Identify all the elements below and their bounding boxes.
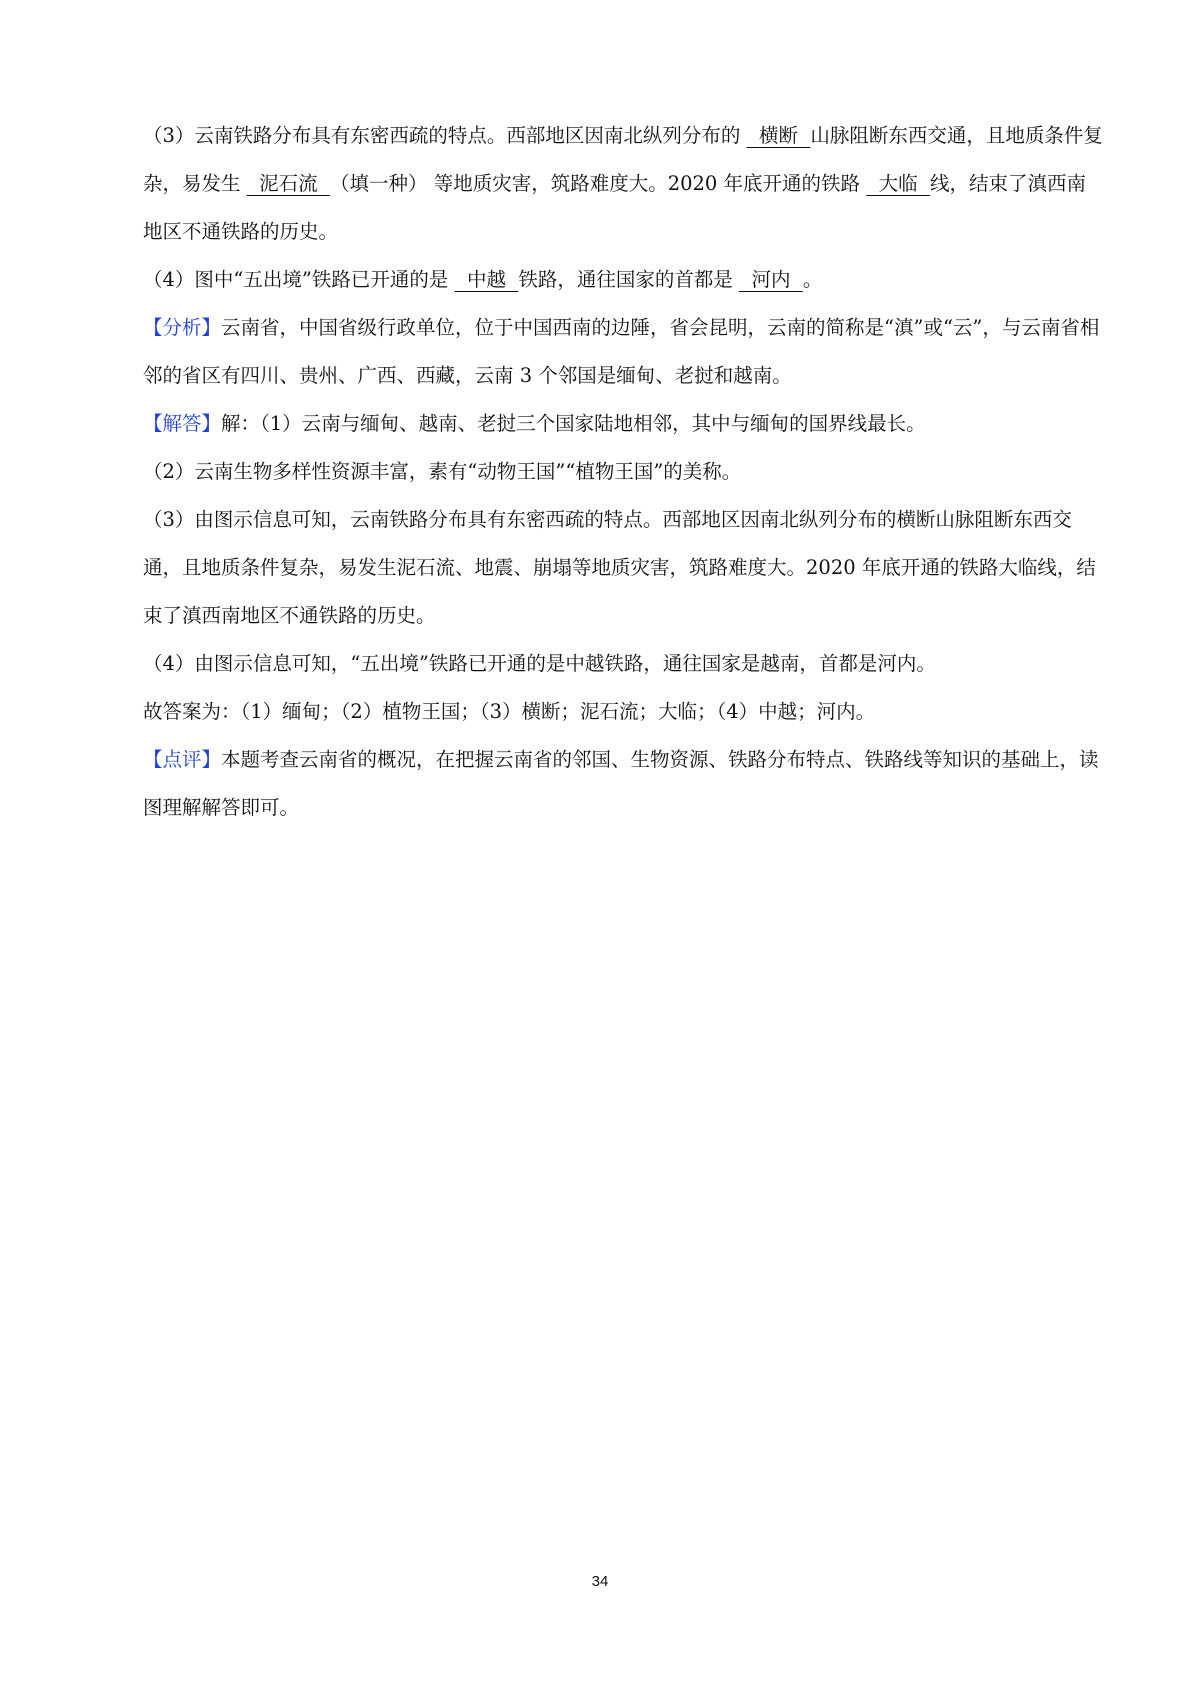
answer-paragraph bbox=[143, 400, 1103, 448]
review-paragraph bbox=[143, 736, 1103, 832]
q4-blank-1: 中越 bbox=[454, 268, 519, 291]
answer-tag: 【解答】 bbox=[143, 412, 222, 435]
q4-blank-2: 河内 bbox=[739, 268, 803, 291]
q4-text-1: （4）图中“五出境”铁路已开通的是 bbox=[143, 268, 455, 291]
analysis-paragraph bbox=[143, 304, 1103, 400]
answer-line-4: （4）由图示信息可知，“五出境”铁路已开通的是中越铁路，通往国家是越南，首都是河内。 bbox=[143, 652, 936, 675]
q4-text-3: 。 bbox=[802, 268, 823, 291]
answer-summary: 故答案为：（1）缅甸；（2）植物王国；（3）横断；泥石流；大临；（4）中越；河内。 bbox=[143, 700, 876, 723]
analysis-tag: 【分析】 bbox=[143, 316, 222, 339]
review-tag: 【点评】 bbox=[143, 748, 222, 771]
page-number: 34 bbox=[591, 1573, 609, 1590]
q3-text-1: （3）云南铁路分布具有东密西疏的特点。西部地区因南北纵列分布的 bbox=[143, 124, 747, 147]
document-body bbox=[143, 112, 1103, 832]
answer-line-1: 解：（1）云南与缅甸、越南、老挝三个国家陆地相邻，其中与缅甸的国界线最长。 bbox=[221, 412, 926, 435]
question-3 bbox=[143, 112, 1103, 256]
q3-text-3: （填一种） 等地质灾害，筑路难度大。2020 年底开通的铁路 bbox=[330, 172, 867, 195]
answer-line-2: （2）云南生物多样性资源丰富，素有“动物王国”“植物王国”的美称。 bbox=[143, 460, 742, 483]
answer-line-3: （3）由图示信息可知，云南铁路分布具有东密西疏的特点。西部地区因南北纵列分布的横断山脉阻断东西交通，且地质条件复杂，易发生泥石流、地震、崩塌等地质灾害，筑路难度大。2020 年底开通的铁路大临线，结束了滇西南地区不通铁路的历史。 bbox=[143, 508, 1096, 627]
q3-blank-3: 大临 bbox=[866, 172, 931, 195]
q3-blank-1: 横断 bbox=[746, 124, 811, 147]
question-4 bbox=[143, 256, 1103, 304]
review-text: 本题考查云南省的概况，在把握云南省的邻国、生物资源、铁路分布特点、铁路线等知识的基础上，读图理解解答即可。 bbox=[143, 748, 1099, 819]
q3-blank-2: 泥石流 bbox=[246, 172, 330, 195]
q3-text-4: 线，结束了滇西南地区不通铁路的历史。 bbox=[143, 172, 1087, 243]
q3-text-2: 山脉阻断东西交通，且地质条件复杂，易发生 bbox=[143, 124, 1103, 195]
analysis-text: 云南省，中国省级行政单位，位于中国西南的边陲，省会昆明，云南的简称是“滇”或“云”，与云南省相邻的省区有四川、贵州、广西、西藏，云南 3 个邻国是缅甸、老挝和越南。 bbox=[143, 316, 1100, 387]
q4-text-2: 铁路，通往国家的首都是 bbox=[518, 268, 740, 291]
